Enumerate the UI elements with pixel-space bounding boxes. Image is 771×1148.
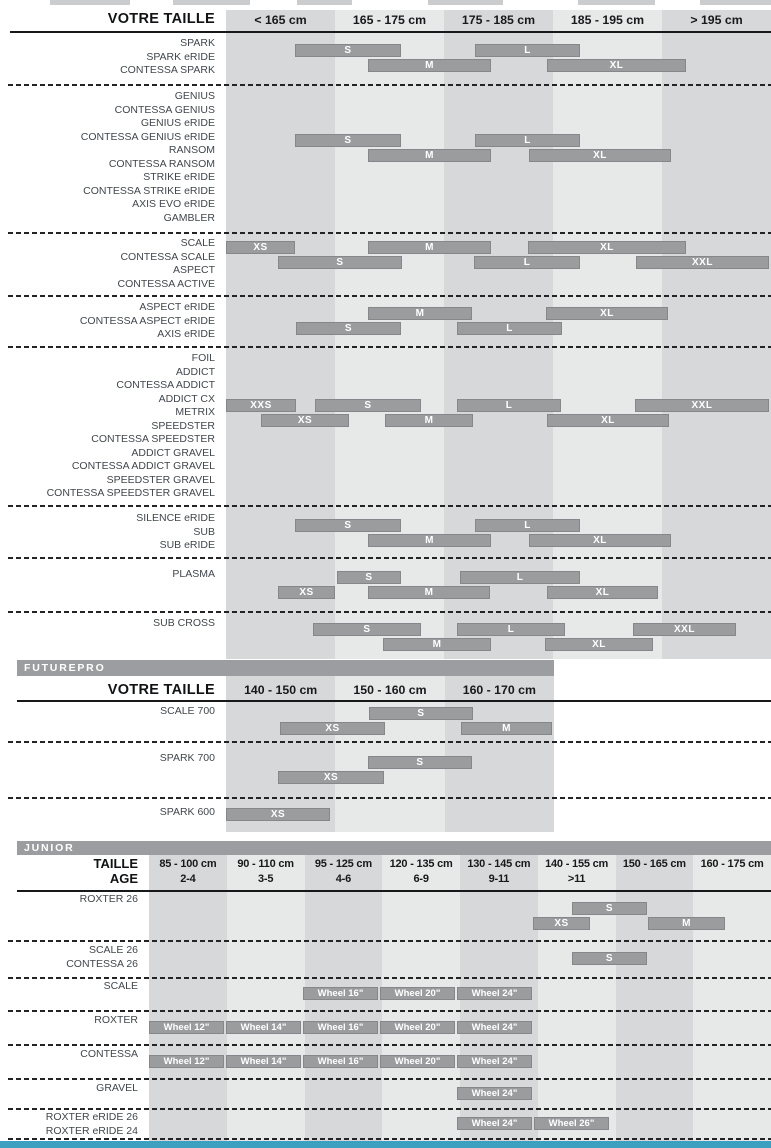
junior-taille-value: 85 - 100 cm: [159, 858, 217, 870]
model-label: GENIUS eRIDE: [140, 117, 215, 129]
size-bar-xs: XS: [226, 241, 295, 254]
model-label: GENIUS: [174, 90, 215, 102]
size-bar-wheel-24: Wheel 24": [457, 987, 532, 1000]
size-bar-s: S: [572, 902, 647, 915]
size-bar-xs: XS: [278, 586, 335, 599]
model-label: METRIX: [175, 406, 215, 418]
size-bar-m: M: [368, 241, 491, 254]
model-label: CONTESSA SPEEDSTER GRAVEL: [46, 487, 215, 499]
model-label: SPARK eRIDE: [146, 50, 215, 63]
cropped-row-remnant: [578, 0, 655, 5]
size-bar-m: M: [383, 638, 491, 651]
model-label: SPARK: [180, 37, 215, 49]
size-bar-xs: XS: [278, 771, 384, 784]
bottom-accent-strip: [0, 1141, 771, 1148]
size-bar-wheel-20: Wheel 20": [380, 987, 455, 1000]
size-bar-xxl: XXL: [635, 399, 769, 412]
model-label: AXIS eRIDE: [157, 328, 215, 340]
size-bar-wheel-24: Wheel 24": [457, 1055, 532, 1068]
junior-age-value: 4-6: [335, 873, 352, 885]
size-bar-s: S: [315, 399, 421, 412]
size-bar-wheel-14: Wheel 14": [226, 1021, 301, 1034]
size-bar-xs: XS: [533, 917, 590, 930]
model-label: ASPECT eRIDE: [139, 301, 215, 313]
cropped-row-remnant: [50, 0, 130, 5]
futurepro-size-header: VOTRE TAILLE: [107, 682, 215, 698]
height-column-band: [662, 10, 771, 659]
junior-taille-header: TAILLE: [93, 856, 138, 871]
size-bar-s: S: [337, 571, 401, 584]
size-bar-wheel-16: Wheel 16": [303, 1021, 378, 1034]
size-bar-s: S: [296, 322, 401, 335]
size-bar-wheel-24: Wheel 24": [457, 1021, 532, 1034]
size-bar-wheel-12: Wheel 12": [149, 1055, 224, 1068]
dashed-divider: [8, 741, 771, 743]
dashed-divider: [8, 977, 771, 979]
height-column-header: 165 - 175 cm: [352, 13, 427, 27]
section-header-junior: JUNIOR: [17, 841, 771, 855]
size-bar-l: L: [457, 623, 565, 636]
model-label: CONTESSA STRIKE eRIDE: [83, 184, 215, 197]
section-header-futurepro: FUTUREPRO: [17, 660, 554, 676]
height-column-band: [149, 855, 227, 1141]
height-column-header: 185 - 195 cm: [570, 13, 645, 27]
model-label: AXIS EVO eRIDE: [132, 198, 215, 210]
model-label: CONTESSA: [80, 1048, 138, 1060]
size-bar-xxl: XXL: [636, 256, 769, 269]
model-label: CONTESSA 26: [66, 957, 138, 970]
junior-age-value: 2-4: [180, 873, 196, 885]
size-bar-xl: XL: [547, 59, 686, 72]
model-label: SPEEDSTER GRAVEL: [106, 473, 215, 486]
model-label: SUB eRIDE: [159, 539, 215, 551]
junior-age-value: 9-11: [488, 873, 510, 885]
size-bar-s: S: [295, 44, 401, 57]
model-label: SCALE: [103, 980, 138, 992]
size-bar-xl: XL: [529, 149, 671, 162]
size-bar-wheel-14: Wheel 14": [226, 1055, 301, 1068]
model-label: ROXTER 26: [79, 893, 138, 905]
size-bar-s: S: [295, 519, 401, 532]
height-column-header: > 195 cm: [690, 13, 743, 27]
model-label: SCALE 700: [160, 705, 215, 717]
size-bar-xl: XL: [546, 307, 668, 320]
dashed-divider: [8, 232, 771, 234]
height-column-band: [693, 855, 771, 1141]
size-bar-wheel-16: Wheel 16": [303, 987, 378, 1000]
model-label: CONTESSA SCALE: [120, 250, 215, 263]
model-label: CONTESSA GENIUS eRIDE: [80, 130, 215, 143]
size-bar-m: M: [461, 722, 552, 735]
size-bar-wheel-26: Wheel 26": [534, 1117, 609, 1130]
junior-taille-value: 120 - 135 cm: [389, 858, 453, 870]
model-label: GRAVEL: [96, 1082, 138, 1094]
junior-taille-value: 150 - 165 cm: [622, 858, 686, 870]
model-label: CONTESSA SPARK: [120, 64, 215, 76]
dashed-divider: [8, 1108, 771, 1110]
header-rule: [17, 890, 771, 892]
model-label: CONTESSA ADDICT GRAVEL: [71, 460, 215, 472]
size-bar-xl: XL: [547, 414, 669, 427]
size-bar-m: M: [368, 586, 490, 599]
cropped-row-remnant: [700, 0, 771, 5]
size-bar-wheel-20: Wheel 20": [380, 1055, 455, 1068]
dashed-divider: [8, 1078, 771, 1080]
size-bar-xl: XL: [528, 241, 686, 254]
model-label: SCALE 26: [88, 944, 138, 956]
size-bar-wheel-16: Wheel 16": [303, 1055, 378, 1068]
size-bar-m: M: [368, 59, 491, 72]
height-column-header: 150 - 160 cm: [353, 683, 427, 697]
size-bar-xs: XS: [226, 808, 330, 821]
size-bar-s: S: [369, 707, 473, 720]
junior-taille-value: 160 - 175 cm: [700, 858, 764, 870]
model-label: CONTESSA GENIUS: [114, 103, 215, 116]
dashed-divider: [8, 505, 771, 507]
model-label: CONTESSA SPEEDSTER: [91, 433, 215, 445]
height-column-band: [538, 855, 616, 1141]
dashed-divider: [8, 797, 771, 799]
model-label: SUB CROSS: [153, 617, 215, 629]
junior-taille-value: 140 - 155 cm: [545, 858, 609, 870]
model-label: PLASMA: [172, 568, 215, 580]
model-label: ADDICT CX: [158, 392, 215, 405]
header-rule: [17, 700, 771, 702]
size-bar-l: L: [475, 519, 580, 532]
dashed-divider: [8, 1138, 771, 1140]
size-bar-s: S: [368, 756, 472, 769]
model-label: CONTESSA ASPECT eRIDE: [79, 314, 215, 327]
height-column-header: < 165 cm: [254, 13, 307, 27]
model-label: SCALE: [180, 237, 215, 249]
model-label: ROXTER eRIDE 26: [45, 1111, 138, 1123]
dashed-divider: [8, 940, 771, 942]
size-bar-m: M: [368, 307, 472, 320]
cropped-row-remnant: [173, 0, 250, 5]
dashed-divider: [8, 84, 771, 86]
size-bar-s: S: [572, 952, 647, 965]
model-label: CONTESSA ADDICT: [116, 379, 215, 391]
junior-taille-value: 95 - 125 cm: [314, 858, 372, 870]
size-bar-m: M: [648, 917, 725, 930]
junior-age-header: AGE: [109, 871, 138, 886]
model-label: FOIL: [191, 352, 215, 364]
junior-age-value: 3-5: [257, 873, 274, 885]
size-bar-l: L: [457, 399, 561, 412]
junior-taille-value: 90 - 110 cm: [237, 858, 294, 870]
size-bar-xl: XL: [545, 638, 653, 651]
model-label: GAMBLER: [163, 211, 215, 224]
dashed-divider: [8, 1010, 771, 1012]
model-label: ROXTER eRIDE 24: [45, 1124, 138, 1137]
model-label: SPARK 700: [159, 752, 215, 764]
header-rule: [10, 31, 771, 33]
size-bar-xl: XL: [529, 534, 671, 547]
size-bar-wheel-24: Wheel 24": [457, 1117, 532, 1130]
size-bar-s: S: [313, 623, 421, 636]
model-label: CONTESSA RANSOM: [108, 157, 215, 170]
model-label: ADDICT: [175, 365, 215, 378]
size-bar-m: M: [385, 414, 473, 427]
size-bar-l: L: [474, 256, 580, 269]
size-bar-xs: XS: [280, 722, 385, 735]
size-bar-l: L: [460, 571, 580, 584]
size-bar-m: M: [368, 149, 491, 162]
size-bar-l: L: [475, 44, 580, 57]
height-column-band: [553, 10, 662, 659]
size-bar-wheel-12: Wheel 12": [149, 1021, 224, 1034]
model-label: STRIKE eRIDE: [143, 171, 215, 183]
cropped-row-remnant: [428, 0, 503, 5]
size-bar-m: M: [368, 534, 491, 547]
model-label: SPARK 600: [159, 806, 215, 818]
size-bar-wheel-24: Wheel 24": [457, 1087, 532, 1100]
dashed-divider: [8, 346, 771, 348]
size-bar-xl: XL: [547, 586, 658, 599]
cropped-row-remnant: [297, 0, 352, 5]
size-bar-xs: XS: [261, 414, 349, 427]
model-label: CONTESSA ACTIVE: [117, 277, 215, 290]
model-label: SUB: [193, 525, 215, 538]
height-column-band: [227, 855, 305, 1141]
height-column-header: 140 - 150 cm: [244, 683, 318, 697]
size-bar-l: L: [475, 134, 580, 147]
size-bar-s: S: [278, 256, 402, 269]
junior-age-value: 6-9: [413, 873, 429, 885]
size-bar-xxl: XXL: [633, 623, 736, 636]
size-bar-wheel-20: Wheel 20": [380, 1021, 455, 1034]
dashed-divider: [8, 1044, 771, 1046]
model-label: ROXTER: [94, 1014, 138, 1026]
height-column-header: 175 - 185 cm: [461, 13, 536, 27]
model-label: SPEEDSTER: [151, 419, 215, 432]
dashed-divider: [8, 557, 771, 559]
size-bar-s: S: [295, 134, 401, 147]
model-label: RANSOM: [168, 144, 215, 156]
size-bar-l: L: [457, 322, 562, 335]
size-bar-xxs: XXS: [226, 399, 296, 412]
model-label: ASPECT: [172, 264, 215, 276]
height-column-header: 160 - 170 cm: [462, 683, 536, 697]
junior-taille-value: 130 - 145 cm: [467, 858, 531, 870]
dashed-divider: [8, 295, 771, 297]
model-label: ADDICT GRAVEL: [131, 446, 215, 459]
height-column-band: [616, 855, 694, 1141]
junior-age-value: >11: [567, 873, 586, 885]
model-label: SILENCE eRIDE: [136, 512, 215, 524]
dashed-divider: [8, 611, 771, 613]
main-size-header: VOTRE TAILLE: [107, 11, 215, 27]
